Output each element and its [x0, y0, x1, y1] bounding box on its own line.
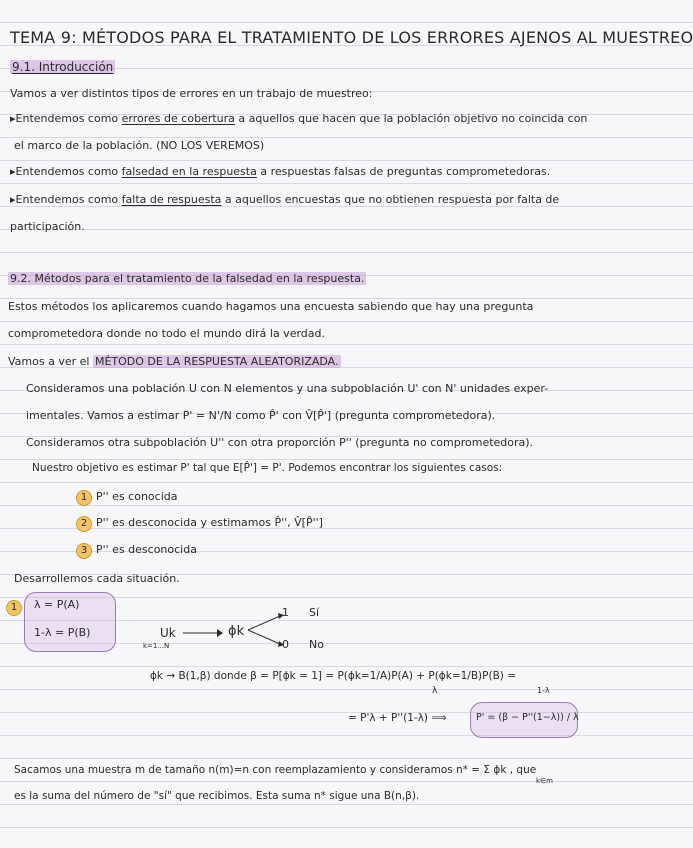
methods-p7: Nuestro objetivo es estimar P' tal que E[P̂'] = P'. Podemos encontrar los siguientes casos:: [32, 462, 503, 474]
bullet-nonresponse: ▸Entendemos como falta de respuesta a aquellos encuestas que no obtienen respuesta por falta de: [10, 193, 560, 206]
section-heading-intro: 9.1. Introducción: [12, 60, 114, 74]
methods-p5: imentales. Vamos a estimar P' = N'/N como P̂' con V̂[P̂'] (pregunta comprometedora).: [26, 409, 496, 422]
case-1: 1 P'' es conocida: [76, 490, 177, 506]
section-heading-methods: 9.2. Métodos para el tratamiento de la falsedad en la respuesta.: [10, 272, 365, 285]
develop-line: Desarrollemos cada situación.: [14, 572, 180, 585]
beta-sub-one-minus-lambda: 1-λ: [537, 686, 550, 695]
intro-line: Vamos a ver distintos tipos de errores en un trabajo de muestreo:: [10, 87, 373, 100]
p-prime-result: P' = (β − P''(1−λ)) / λ: [476, 712, 579, 723]
methods-p2: comprometedora donde no todo el mundo dirá la verdad.: [8, 327, 325, 340]
outcome-yes: 1 Sí: [282, 606, 320, 619]
uk-label: Uk: [160, 626, 176, 640]
branch-arrows: [246, 612, 286, 648]
bullet-coverage-cont: el marco de la población. (NO LOS VEREMOS): [14, 139, 265, 152]
outcome-no: 0 No: [282, 638, 324, 651]
eq-one-minus-lambda: 1-λ = P(B): [34, 626, 91, 639]
methods-p6: Consideramos otra subpoblación U'' con otra proporción P'' (pregunta no comprometedora).: [26, 436, 534, 449]
p-prime-expression: = P'λ + P''(1-λ) ⟹: [348, 712, 447, 724]
page-title: TEMA 9: MÉTODOS PARA EL TRATAMIENTO DE LOS ERRORES AJENOS AL MUESTREO: [10, 28, 693, 47]
methods-p3: Vamos a ver el MÉTODO DE LA RESPUESTA ALEATORIZADA.: [8, 355, 339, 368]
bullet-nonresponse-cont: participación.: [10, 220, 85, 233]
methods-p4: Consideramos una población U con N elementos y una subpoblación U' con N' unidades exper-: [26, 382, 549, 395]
closing-line-2: es la suma del número de "sí" que recibimos. Esta suma n* sigue una B(n,β).: [14, 790, 420, 802]
beta-sub-lambda: λ: [432, 686, 438, 696]
uk-subscript: k=1...N: [143, 642, 170, 650]
eq-lambda: λ = P(A): [34, 598, 80, 611]
map-arrow: [183, 628, 223, 638]
bullet-falsehood: ▸Entendemos como falsedad en la respuesta a respuestas falsas de preguntas comprometedoras.: [10, 165, 551, 178]
beta-definition: ϕk → B(1,β) donde β = P[ϕk = 1] = P(ϕk=1/A)P(A) + P(ϕk=1/B)P(B) =: [150, 670, 516, 682]
case-2: 2 P'' es desconocida y estimamos P̂'', V̂[P̂'']: [76, 516, 323, 532]
closing-line-1-sub: k∈m: [536, 777, 553, 785]
bullet-coverage: ▸Entendemos como errores de cobertura a aquellos que hacen que la población objetivo no coincida con: [10, 112, 588, 125]
phi-label: ϕk: [228, 624, 245, 639]
case-3: 3 P'' es desconocida: [76, 543, 197, 559]
methods-p1: Estos métodos los aplicaremos cuando hagamos una encuesta sabiendo que hay una pregunta: [8, 300, 534, 313]
case1-number: 1: [6, 600, 26, 616]
closing-line-1: Sacamos una muestra m de tamaño n(m)=n con reemplazamiento y consideramos n* = Σ ϕk , que: [14, 764, 537, 776]
